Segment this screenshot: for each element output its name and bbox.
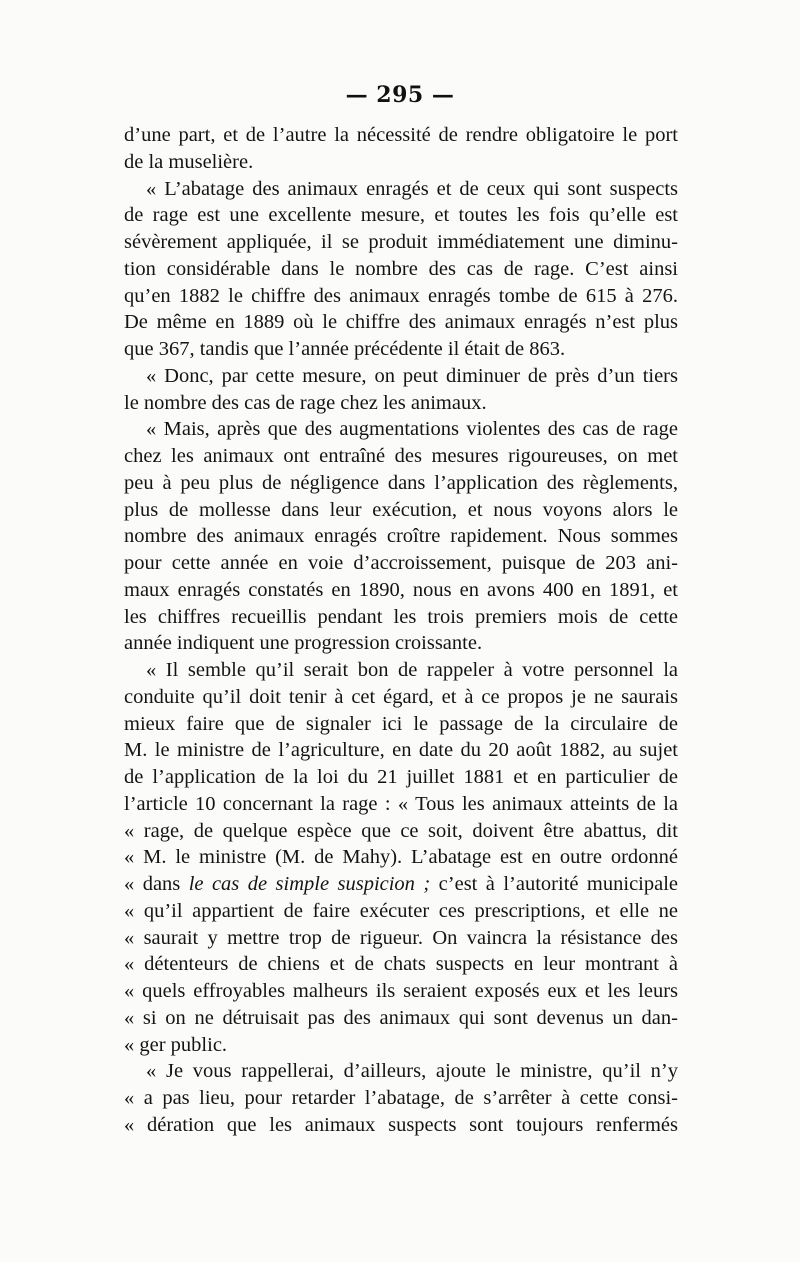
text-line: pour cette année en voie d’accroissement, puisque de 203 ani- — [124, 552, 678, 574]
text-line: « détenteurs de chiens et de chats suspects en leur montrant à — [124, 953, 678, 976]
text-line: chez les animaux ont entraîné des mesures rigoureuses, on met — [124, 445, 678, 467]
text-line: mieux faire que de signaler ici le passage de la circulaire de — [124, 712, 678, 735]
text-line: d’une part, et de l’autre la nécessité de rendre obligatoire le port — [124, 124, 678, 146]
text-line: conduite qu’il doit tenir à cet égard, et à ce propos je ne saurais — [124, 685, 678, 708]
text-line: « qu’il appartient de faire exécuter ces prescriptions, et elle ne — [124, 899, 678, 922]
text-line: année indiquent une progression croissante. — [124, 632, 483, 655]
text-line: tion considérable dans le nombre des cas de rage. C’est ainsi — [124, 257, 678, 280]
text-segment: c’est à l’autorité municipale — [430, 873, 679, 895]
text-line: nombre des animaux enragés croître rapidement. Nous sommes — [124, 525, 678, 548]
text-line: « a pas lieu, pour retarder l’abatage, de s’arrêter à cette consi- — [124, 1087, 678, 1109]
page-number-header: — 295 — — [345, 82, 455, 108]
text-segment: « dans — [124, 873, 189, 895]
text-line: « dération que les animaux suspects sont toujours renfermés — [124, 1113, 678, 1136]
text-line: « rage, de quelque espèce que ce soit, doivent être abattus, dit — [124, 819, 678, 842]
text-line: « Je vous rappellerai, d’ailleurs, ajoute le ministre, qu’il n’y — [146, 1060, 678, 1083]
text-line: sévèrement appliquée, il se produit immédiatement une diminu- — [124, 231, 678, 253]
text-line: « ger public. — [124, 1033, 228, 1056]
text-line: qu’en 1882 le chiffre des animaux enragés tombe de 615 à 276. — [124, 284, 678, 307]
text-line: peu à peu plus de négligence dans l’application des règlements, — [124, 471, 678, 494]
text-line: « Il semble qu’il serait bon de rappeler à votre personnel la — [146, 659, 678, 681]
text-line: maux enragés constatés en 1890, nous en avons 400 en 1891, et — [124, 578, 678, 601]
text-line: « saurait y mettre trop de rigueur. On vaincra la résistance des — [124, 926, 678, 949]
text-line: « Donc, par cette mesure, on peut diminuer de près d’un tiers — [146, 364, 678, 387]
text-line — [124, 871, 678, 898]
text-line: « Mais, après que des augmentations violentes des cas de rage — [146, 418, 678, 441]
text-line: les chiffres recueillis pendant les trois premiers mois de cette — [124, 605, 678, 628]
text-line: « L’abatage des animaux enragés et de ceux qui sont suspects — [146, 177, 678, 200]
text-line: de la muselière. — [124, 150, 254, 173]
text-line: que 367, tandis que l’année précédente il était de 863. — [124, 338, 566, 360]
body-text — [124, 122, 678, 1139]
text-line: M. le ministre de l’agriculture, en date du 20 août 1882, au sujet — [124, 739, 678, 762]
text-line: plus de mollesse dans leur exécution, et nous voyons alors le — [124, 498, 678, 521]
text-line: de rage est une excellente mesure, et toutes les fois qu’elle est — [124, 204, 678, 227]
text-line: « si on ne détruisait pas des animaux qui sont devenus un dan- — [124, 1006, 678, 1029]
text-line: l’article 10 concernant la rage : « Tous les animaux atteints de la — [124, 792, 678, 815]
italic-phrase: le cas de simple suspicion ; — [188, 873, 431, 895]
text-line: de l’application de la loi du 21 juillet 1881 et en particulier de — [124, 766, 678, 788]
text-line: « quels effroyables malheurs ils seraient exposés eux et les leurs — [124, 980, 678, 1002]
text-line: « M. le ministre (M. de Mahy). L’abatage est en outre ordonné — [124, 846, 678, 869]
text-line: De même en 1889 où le chiffre des animaux enragés n’est plus — [124, 311, 678, 334]
text-line: le nombre des cas de rage chez les animaux. — [124, 391, 487, 414]
